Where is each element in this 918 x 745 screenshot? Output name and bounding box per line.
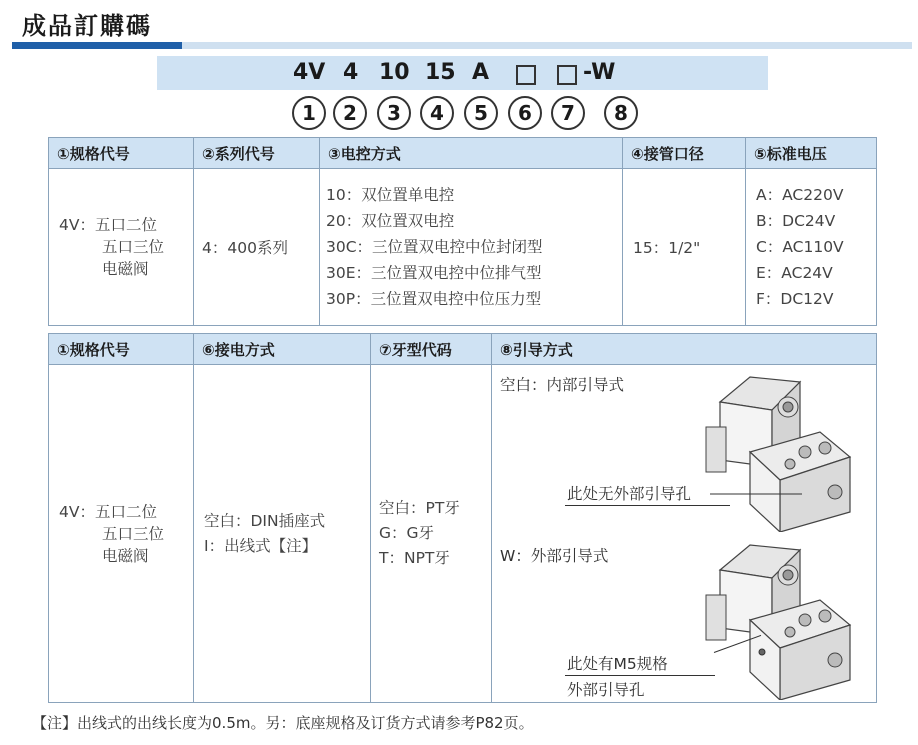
- control-option: 30C：三位置双电控中位封闭型: [326, 238, 543, 256]
- solenoid-valve-internal-pilot-image: [690, 372, 862, 532]
- control-option: 30E：三位置双电控中位排气型: [326, 264, 542, 282]
- circle-marker-5: 5: [464, 96, 498, 130]
- header-spec-code: ①规格代号: [49, 138, 194, 169]
- spec-table-1: [48, 137, 877, 326]
- spec-line: 电磁阀: [102, 546, 149, 565]
- header-thread-code: ⑦牙型代码: [371, 334, 492, 365]
- title-underline: [182, 42, 912, 49]
- spec-line: 五口三位: [102, 238, 165, 256]
- header-port-size: ④接管口径: [623, 138, 746, 169]
- cell-control: [320, 169, 623, 326]
- circle-marker-2: 2: [333, 96, 367, 130]
- header-voltage: ⑤标准电压: [746, 138, 877, 169]
- cell-wiring: [194, 365, 371, 703]
- port-value: 15：1/2": [633, 239, 701, 257]
- control-option: 20：双位置双电控: [326, 212, 455, 230]
- voltage-option: E：AC24V: [756, 264, 833, 282]
- title-underline-accent: [12, 42, 182, 49]
- code-segment-voltage: A: [472, 60, 490, 85]
- spec-line: 4V：五口二位: [59, 502, 157, 521]
- order-code-bar: [157, 56, 768, 90]
- circle-marker-4: 4: [420, 96, 454, 130]
- thread-option: G：G牙: [379, 524, 435, 542]
- cell-port: [623, 169, 746, 326]
- voltage-option: A：AC220V: [756, 186, 844, 204]
- code-segment-port: 15: [425, 60, 456, 85]
- pilot-external-callout-line2: 外部引导孔: [567, 681, 645, 699]
- header-spec-code-2: ①规格代号: [49, 334, 194, 365]
- cell-series: [194, 169, 320, 326]
- callout-line: [565, 505, 730, 506]
- pilot-internal-callout: 此处无外部引导孔: [567, 485, 692, 503]
- series-value: 4：400系列: [202, 239, 288, 257]
- header-wiring-type: ⑥接电方式: [194, 334, 371, 365]
- header-control-type: ③电控方式: [320, 138, 623, 169]
- circle-marker-1: 1: [292, 96, 326, 130]
- circle-marker-7: 7: [551, 96, 585, 130]
- voltage-option: F：DC12V: [756, 290, 834, 308]
- voltage-option: C：AC110V: [756, 238, 844, 256]
- pilot-external-label: W：外部引导式: [500, 547, 609, 565]
- control-option: 10：双位置单电控: [326, 186, 455, 204]
- page-title: 成品訂購碼: [22, 12, 152, 40]
- spec-line: 五口三位: [102, 524, 165, 543]
- code-segment-control: 10: [379, 60, 410, 85]
- spec-line: 4V：五口二位: [59, 216, 157, 234]
- code-segment-pilot: -W: [583, 60, 616, 85]
- code-segment-spec: 4V: [293, 60, 326, 85]
- code-segment-thread-box: [557, 65, 577, 85]
- circle-marker-3: 3: [377, 96, 411, 130]
- cell-spec: [49, 169, 194, 326]
- code-segment-series: 4: [343, 60, 359, 85]
- solenoid-valve-external-pilot-image: [690, 540, 862, 700]
- thread-option: T：NPT牙: [379, 549, 450, 567]
- thread-option: 空白：PT牙: [379, 499, 460, 517]
- wiring-option: I：出线式【注】: [204, 536, 318, 555]
- control-option: 30P：三位置双电控中位压力型: [326, 290, 542, 308]
- header-pilot-type: ⑧引导方式: [492, 334, 877, 365]
- voltage-option: B：DC24V: [756, 212, 836, 230]
- spec-line: 电磁阀: [102, 260, 149, 278]
- circle-marker-6: 6: [508, 96, 542, 130]
- code-segment-wiring-box: [516, 65, 536, 85]
- wiring-option: 空白：DIN插座式: [204, 511, 326, 530]
- cell-voltage: [746, 169, 877, 326]
- cell-thread: [371, 365, 492, 703]
- callout-line: [565, 675, 715, 676]
- pilot-external-callout-line1: 此处有M5规格: [567, 655, 668, 673]
- footnote: 【注】出线式的出线长度为0.5m。另：底座规格及订货方式请参考P82页。: [32, 714, 534, 732]
- pilot-internal-label: 空白：内部引导式: [500, 376, 625, 394]
- header-series-code: ②系列代号: [194, 138, 320, 169]
- cell-spec-2: [49, 365, 194, 703]
- circle-marker-8: 8: [604, 96, 638, 130]
